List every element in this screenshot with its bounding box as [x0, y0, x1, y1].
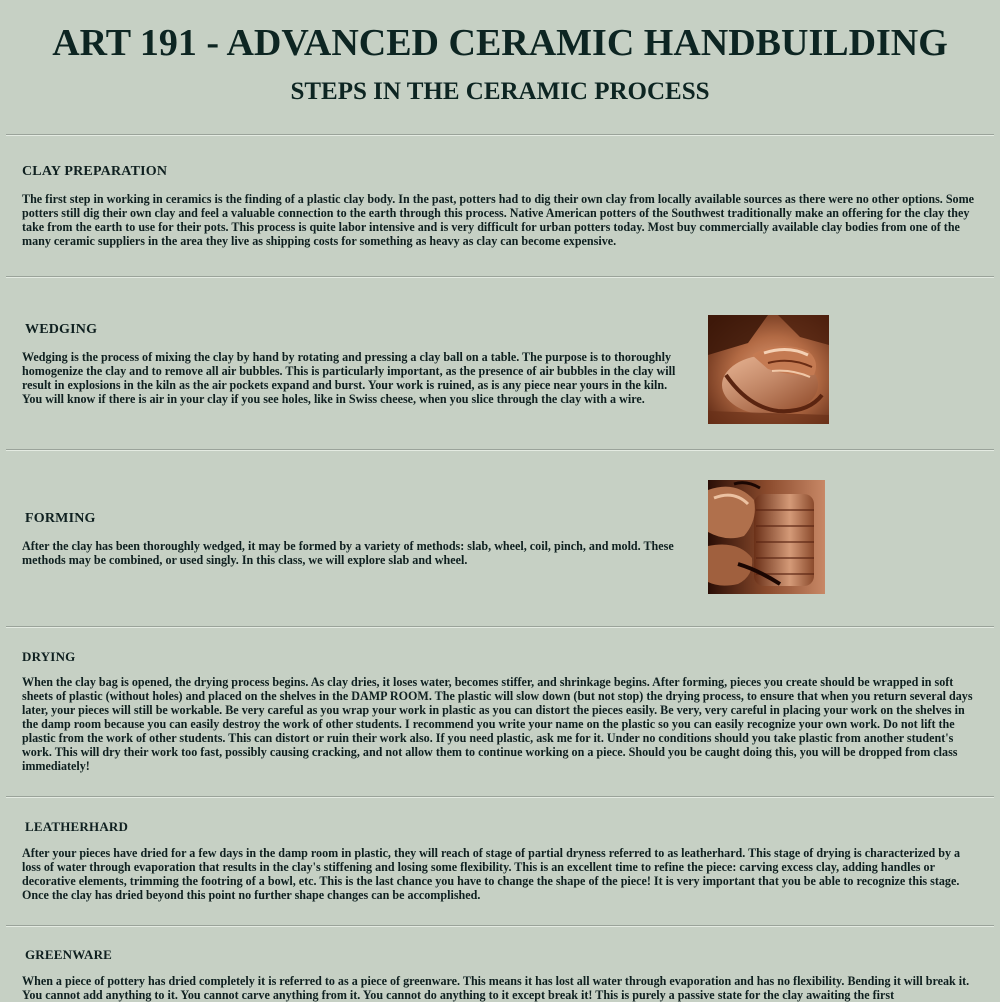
greenware-heading: GREENWARE — [25, 947, 113, 962]
divider — [6, 626, 994, 628]
drying-heading: DRYING — [22, 649, 76, 664]
divider — [6, 796, 994, 798]
wedging-text: Wedging is the process of mixing the clay by hand by rotating and pressing a clay ball on a table. The purpose is to thoroughly homogenize the clay and to remove all air bubbles. This is particularly important, as the presence of air bubbles in the clay will result in explosions in the kiln as the air pockets expand and burst. Your work is ruined, as is any piece near yours in the kiln. You will know if there is air in your clay if you see holes, like in Swiss cheese, when you slice through the clay with a wire. — [22, 350, 676, 406]
wedging-heading: WEDGING — [25, 322, 98, 337]
divider — [6, 134, 994, 136]
clay-preparation-heading: CLAY PREPARATION — [22, 164, 168, 179]
page-title: ART 191 - ADVANCED CERAMIC HANDBUILDING — [52, 22, 948, 64]
leatherhard-text: After your pieces have dried for a few days in the damp room in plastic, they will reach of stage of partial dryness referred to as leatherhard. This stage of drying is characterized by a loss of water through evaporation that results in the clay's stiffening and losing some flexibility. This is an excellent time to refine the piece: carving excess clay, adding handles or decorative elements, trimming the footring of a bowl, etc. This is the last chance you have to change the shape of the piece! It is very important that you be able to recognize this stage. Once the clay has dried beyond this point no further shape changes can be accomplished. — [22, 846, 961, 902]
forming-photo — [708, 480, 825, 594]
wedging-photo — [708, 315, 829, 424]
forming-heading: FORMING — [25, 511, 96, 526]
divider — [6, 449, 994, 451]
forming-text: After the clay has been thoroughly wedged, it may be formed by a variety of methods: slab, wheel, coil, pinch, and mold. These methods may be combined, or used singly. In this class, we will explore slab and wheel. — [22, 539, 674, 567]
drying-text: When the clay bag is opened, the drying process begins. As clay dries, it loses water, becomes stiffer, and shrinkage begins. After forming, pieces you create should be wrapped in soft sheets of plastic (without holes) and placed on the shelves in the DAMP ROOM. The plastic will slow down (but not stop) the drying process, to ensure that when you return several days later, your pieces will still be workable. Be very careful as you wrap your work in plastic as you can distort the pieces easily. Be very, very careful in placing your work on the shelves in the damp room because you can easily destroy the work of other students. I recommend you write your name on the plastic so you can easily recognize your own work. Do not lift the plastic from the work of other students. This can distort or ruin their work also. If you need plastic, ask me for it. Under no conditions should you take plastic from another student's work. This will dry their work too fast, possibly causing cracking, and not allow them to continue working on a piece. Should you be caught doing this, you will be dropped from class immediately! — [22, 675, 973, 773]
divider — [6, 276, 994, 278]
greenware-text: When a piece of pottery has dried completely it is referred to as a piece of greenware. This means it has lost all water through evaporation and has no flexibility. Bending it will break it. You cannot add anything to it. You cannot carve anything from it. You cannot do anything to it except break it! This is purely a passive state for the clay awaiting the first — [22, 974, 970, 1002]
divider — [6, 925, 994, 927]
page-subtitle: STEPS IN THE CERAMIC PROCESS — [290, 78, 710, 105]
clay-preparation-text: The first step in working in ceramics is the finding of a plastic clay body. In the past, potters had to dig their own clay from locally available sources as there were no other options. Some potters still dig their own clay and feel a valuable connection to the earth through this process. Native American potters of the Southwest traditionally make an offering for the clay they take from the earth to use for their pots. This process is quite labor intensive and is very difficult for urban potters today. Most buy commercially available clay bodies from one of the many ceramic suppliers in the area they live as shipping costs for something as heavy as clay can become expensive. — [22, 192, 975, 248]
leatherhard-heading: LEATHERHARD — [25, 819, 129, 834]
